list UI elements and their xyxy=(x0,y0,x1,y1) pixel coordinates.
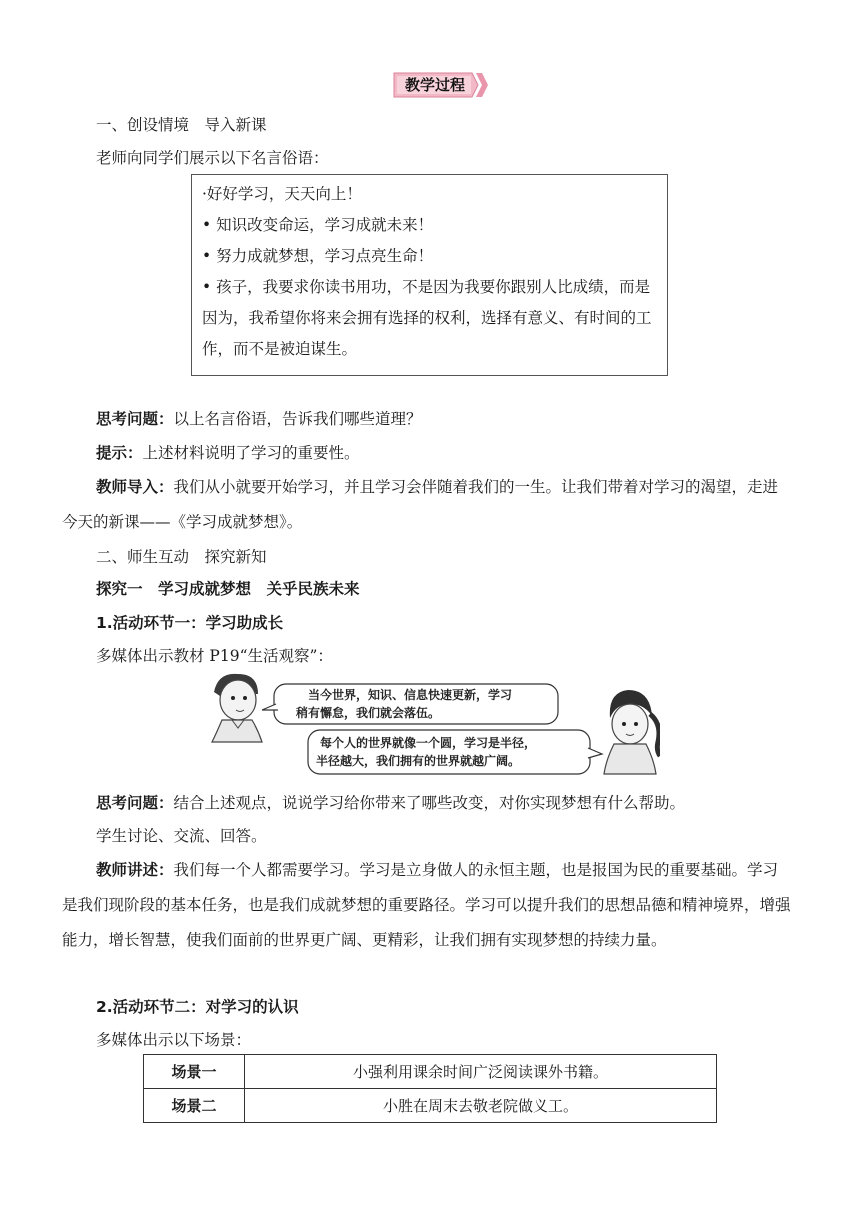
teacher-lead xyxy=(62,470,792,540)
discussion-line: 学生讨论、交流、回答。 xyxy=(96,827,267,845)
quote-item: • 孩子，我要求你读书用功，不是因为我要你跟别人比成绩，而是因为，我希望你将来会拥有选择的权利，选择有意义、有时间的工作，而不是被迫谋生。 xyxy=(202,278,652,358)
bubble1-line2: 稍有懈怠，我们就会落伍。 xyxy=(296,706,441,720)
question-label: 思考问题： xyxy=(96,410,174,428)
talk-text: 我们每一个人都需要学习。学习是立身做人的永恒主题，也是报国为民的重要基础。学习是我们现阶段的基本任务，也是我们成就梦想的重要路径。学习可以提升我们的思想品德和精神境界，增强能力，增长智慧，使我们面前的世界更广阔、更精彩，让我们拥有实现梦想的持续力量。 xyxy=(62,861,791,949)
life-observation-figure xyxy=(200,664,660,782)
lead-label: 教师导入： xyxy=(96,478,174,496)
section2-title: 二、师生互动 探究新知 xyxy=(96,548,267,566)
quote-item: • 努力成就梦想，学习点亮生命！ xyxy=(202,247,434,265)
explore-heading: 探究一 学习成就梦想 关乎民族未来 xyxy=(96,580,360,598)
hint-label: 提示： xyxy=(96,444,143,462)
teacher-talk xyxy=(62,853,792,958)
scene-table xyxy=(143,1054,717,1123)
activity2-heading: 2.活动环节二：对学习的认识 xyxy=(96,998,299,1016)
section1-title: 一、创设情境 导入新课 xyxy=(96,116,267,134)
hint-line xyxy=(96,442,360,464)
bubble2-line2: 半径越大，我们拥有的世界就越广阔。 xyxy=(316,754,521,768)
table-row xyxy=(144,1055,717,1089)
scene-name: 场景一 xyxy=(144,1055,245,1089)
question-text: 结合上述观点，说说学习给你带来了哪些改变，对你实现梦想有什么帮助。 xyxy=(173,794,686,812)
scene-text: 小胜在周末去敬老院做义工。 xyxy=(245,1089,717,1123)
quote-box xyxy=(191,174,668,376)
scene-text: 小强利用课余时间广泛阅读课外书籍。 xyxy=(245,1055,717,1089)
section-badge xyxy=(392,72,488,98)
boy-illustration-icon xyxy=(212,674,262,742)
section1-intro: 老师向同学们展示以下名言俗语： xyxy=(96,149,329,167)
question-text: 以上名言俗语，告诉我们哪些道理？ xyxy=(173,410,422,428)
activity1-heading: 1.活动环节一：学习助成长 xyxy=(96,614,284,632)
bubble1-line1: 当今世界，知识、信息快速更新，学习 xyxy=(308,688,513,702)
media1-line: 多媒体出示教材 P19“生活观察”： xyxy=(96,647,333,665)
media2-line: 多媒体出示以下场景： xyxy=(96,1031,252,1049)
lead-text: 我们从小就要开始学习，并且学习会伴随着我们的一生。让我们带着对学习的渴望，走进今天的新课——《学习成就梦想》。 xyxy=(62,478,779,531)
question-label: 思考问题： xyxy=(96,794,174,812)
quote-item: ·好好学习，天天向上！ xyxy=(202,185,362,203)
hint-text: 上述材料说明了学习的重要性。 xyxy=(142,444,360,462)
quote-item: • 知识改变命运，学习成就未来！ xyxy=(202,216,434,234)
bubble2-line1: 每个人的世界就像一个圆，学习是半径， xyxy=(320,736,537,750)
table-row xyxy=(144,1089,717,1123)
talk-label: 教师讲述： xyxy=(96,861,174,879)
thinking-question-2 xyxy=(96,792,685,814)
girl-illustration-icon xyxy=(604,690,660,774)
thinking-question-1 xyxy=(96,408,422,430)
badge-title: 教学过程 xyxy=(404,76,465,94)
scene-name: 场景二 xyxy=(144,1089,245,1123)
